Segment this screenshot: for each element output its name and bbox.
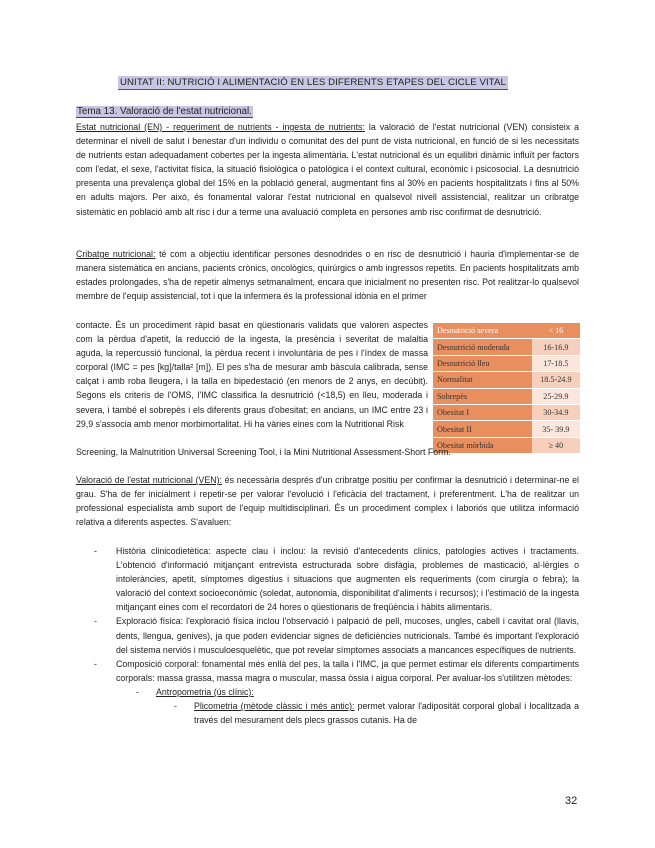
imc-value: 18.5-24.9 [532, 372, 580, 388]
list-item [76, 657, 579, 685]
paragraph-text: és necessària després d'un cribratge positiu per confirmar la desnutrició i determinar-ne el grau. S'ha de fer inicialment i repetir-se per valorar l'evolució i l'eficàcia del tractament, i preferentment. L'ha de realitzar un professional especialista amb suport de l'equip multidisciplinari. És un procediment complex i laboriós que utilitza informació relativa a diferents aspectes. S'avaluen: [76, 475, 579, 528]
assessment-list [76, 544, 579, 727]
imc-label: Obesitat I [433, 404, 532, 420]
imc-label: Desnutrició moderada [433, 339, 532, 355]
paragraph-heading: Cribatge nutricional: [76, 249, 156, 259]
table-row [433, 421, 580, 437]
imc-value: ≥ 40 [532, 437, 580, 453]
imc-label: Obesitat mòrbida [433, 437, 532, 453]
sub-sub-text: permet valorar l'adiposität corporal global i localitzada a través del mesurament dels plecs grassos cutanis. Ha de [194, 701, 579, 726]
list-item-text: Composició corporal: fonamental més enllà del pes, la talla i l'IMC, ja que permet estimar els diferents compartiments corporals: massa grassa, massa magra o muscular, massa òssia i aigua corporal. Per avaluar-los s'utilitzen mètodes: [116, 658, 579, 683]
imc-value: < 16 [532, 323, 580, 339]
imc-classification-table [433, 323, 580, 454]
table-row [433, 355, 580, 371]
paragraph-cribatge [76, 247, 579, 303]
table-row [433, 372, 580, 388]
table-row [433, 323, 580, 339]
bullet-dash: - [94, 658, 97, 669]
imc-label: Sobrepès [433, 388, 532, 404]
paragraph-text: té com a objectiu identificar persones desnodrides o en risc de desnutrició i hauria d'implementar-se de manera sistemàtica en ancians, pacients crònics, oncològics, quirúrgics o amb ingressos repetits. En pacients hospitalitzats amb estades prolongades, s'ha de repetir almenys setmanalment, encara que inicialment no presenten risc. Pot realitzar-lo qualsevol membre de l'equip assistencial, tot i que la infermera és la professional idònia en el primer [76, 249, 579, 302]
imc-label: Normalitat [433, 372, 532, 388]
imc-label: Obesitat II [433, 421, 532, 437]
bullet-dash: - [174, 701, 177, 712]
imc-label: Desnutrició severa [433, 323, 532, 339]
list-item [76, 614, 579, 656]
sub-list-item [76, 685, 579, 699]
bullet-dash: - [94, 546, 97, 556]
tema-title: Tema 13. Valoració de l'estat nutricional. [77, 106, 252, 117]
list-item-text: Història clinicodietètica: aspecte clau i inclou: la revisió d'antecedents clínics, patologies actives i tractaments. L'obtenció d'informació mitjançant entrevista estructurada sobre disfàgia, problemes de masticació, al·lèrgies o intoleràncies, apetit, símptomes digestius i situacions que augmenten els requeriments (com cirurgia o febra); la valoració del context socioeconòmic (soledat, autonomia, disponibilitat d'aliments i recursos); i l'estimació de la ingesta mitjançant eines com el recordatori de 24 hores o qüestionaris de freqüència i hàbits alimentaris. [116, 546, 579, 613]
unit-title: UNITAT II: NUTRICIÓ I ALIMENTACIÓ EN LES DIFERENTS ETAPES DEL CICLE VITAL [120, 77, 506, 88]
imc-label: Desnutrició lleu [433, 355, 532, 371]
list-item [76, 544, 579, 614]
paragraph-cribatge-tail: Screening, la Malnutrition Universal Screening Tool, i la Mini Nutritional Assessment-Short Form. [76, 447, 451, 457]
imc-value: 16-16.9 [532, 339, 580, 355]
table-row [433, 388, 580, 404]
imc-value: 25-29.9 [532, 388, 580, 404]
bullet-dash: - [94, 616, 97, 627]
sub-sub-list-item [76, 699, 579, 727]
imc-value: 35- 39.9 [532, 421, 580, 437]
table-row [433, 339, 580, 355]
sub-sub-heading: Plicometria (mètode clàssic i més antic): [194, 701, 355, 712]
imc-value: 17-18.5 [532, 355, 580, 371]
imc-value: 30-34.9 [532, 404, 580, 420]
paragraph-cribatge-continued: contacte. És un procediment ràpid basat en qüestionaris validats que valoren aspectes com la pèrdua d'apetit, la reducció de la ingesta, la presència i severitat de malaltia aguda, la repercussió funcional, la pèrdua recent i involuntària de pes i l'índex de massa corporal (IMC = pes [kg]/talla² [m]). El pes s'ha de mesurar amb bàscula calibrada, sense calçat i amb roba lleugera, i la talla en bipedestació (en menors de 2 anys, en decúbit). Segons els criteris de l'OMS, l'IMC classifica la desnutrició (<18,5) en lleu, moderada i severa, i també el sobrepès i els diferents graus d'obesitat; en ancians, un IMC entre 23 i 29,9 s'associa amb menor morbimortalitat. Hi ha vàries eines com la Nutritional Risk [76, 320, 428, 429]
sub-list-item-text: Antropometria (ús clínic): [156, 686, 254, 697]
paragraph-heading: Estat nutricional (EN) - requeriment de nutrients - ingesta de nutrients: [76, 122, 365, 132]
paragraph-heading: Valoració de l'estat nutricional (VEN): [76, 475, 222, 485]
list-item-text: Exploració física: l'exploració física inclou l'observació i palpació de pell, mucoses, ungles, cabell i cavitat oral (llavis, dents, llengua, genives), ja que poden evidenciar signes de deficiències nutricionals. També és important l'exploració del sistema nerviós i musculoesquelètic, que pot revelar símptomes associats a mancances específiques de nutrients. [116, 616, 579, 655]
table-row [433, 404, 580, 420]
paragraph-ven [76, 473, 579, 529]
page-number: 32 [565, 795, 578, 807]
paragraph-text: la valoració de l'estat nutricional (VEN) consisteix a determinar el nivell de salut i benestar d'un individu o comunitat des del punt de vista nutricional, en funció de si les necessitats de nutrients estan adequadament cobertes per la ingesta alimentària. L'estat nutricional és un equilibri dinàmic influït per factors com l'edat, el sexe, l'activitat física, la situació fisiològica o patològica i el context cultural, econòmic i psicosocial. La desnutrició presenta una prevalença global del 15% en la població general, augmentant fins al 30% en pacients hospitalitzats i fins al 50% en adults majors. Per això, és fonamental valorar l'estat nutricional en qualsevol nivell assistencial, realitzar un cribratge sistemàtic en població amb alt risc i dur a terme una avaluació completa en persones amb risc confirmat de desnutrició. [76, 122, 579, 217]
bullet-dash: - [136, 686, 139, 697]
paragraph-estat-nutricional [76, 120, 579, 219]
